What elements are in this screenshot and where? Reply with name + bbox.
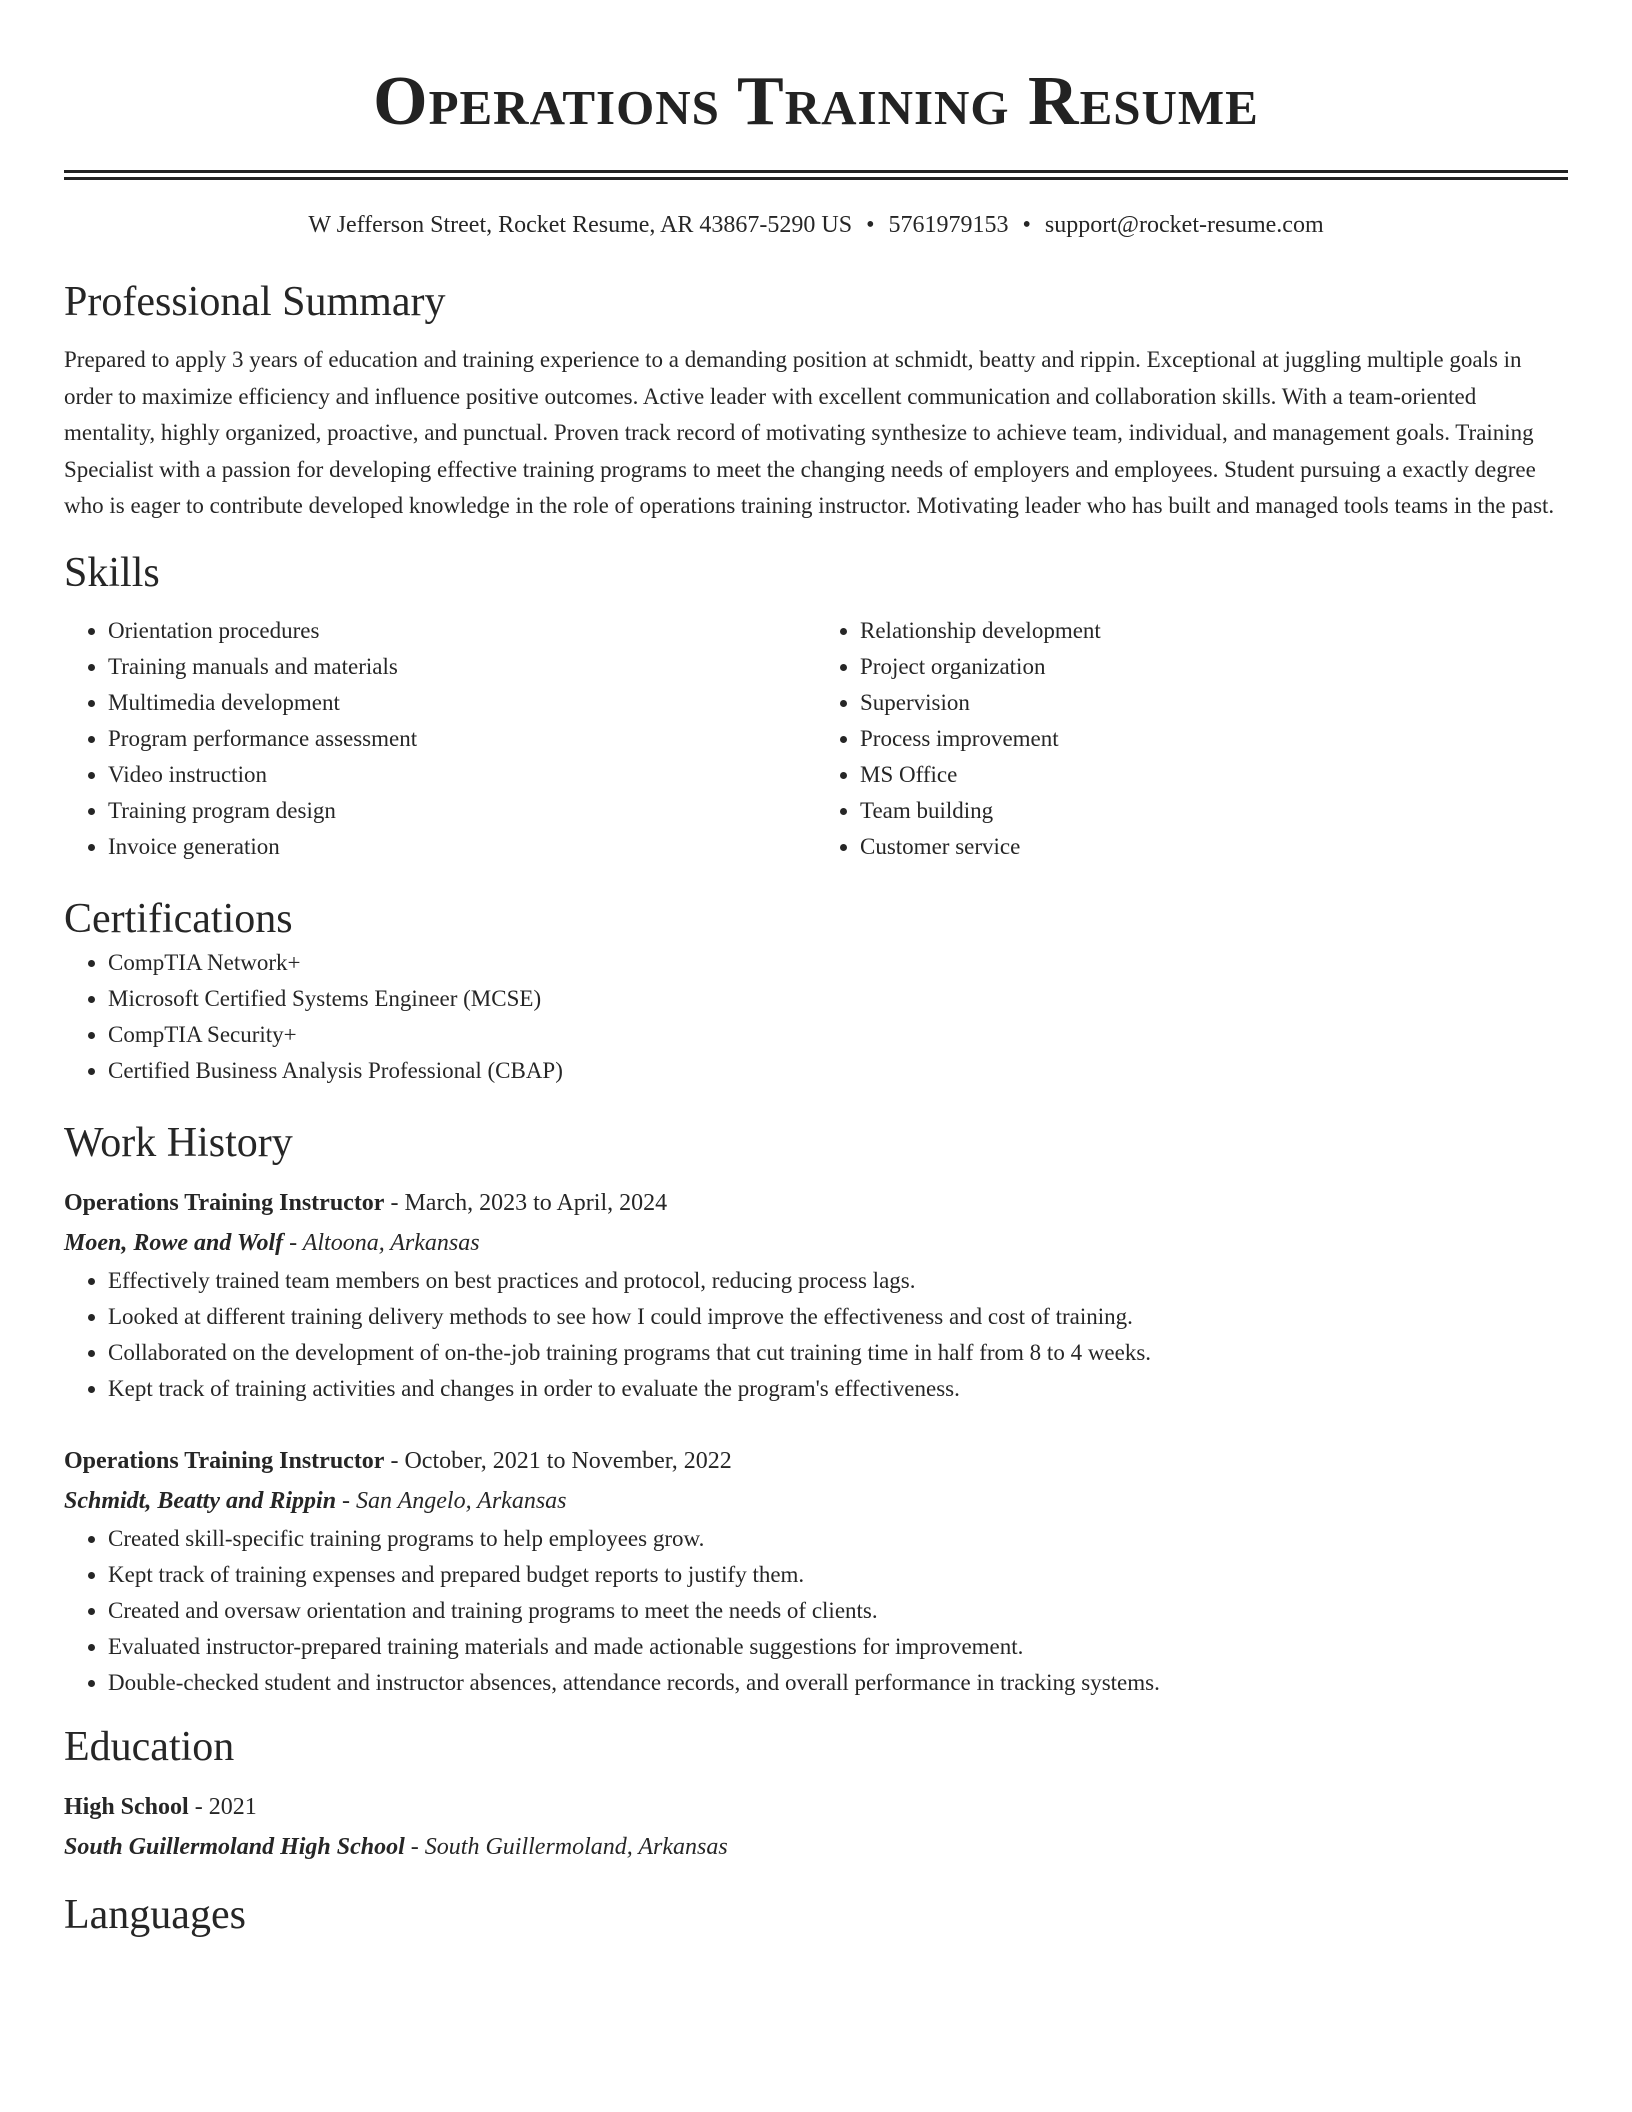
contact-email: support@rocket-resume.com — [1044, 212, 1324, 238]
summary-heading: Professional Summary — [64, 279, 446, 325]
job-duty-item: • Effectively trained team members on best practices and protocol, reducing process lags. — [108, 1263, 1568, 1299]
skill-item: • Orientation procedures — [108, 613, 816, 649]
contact-address: W Jefferson Street, Rocket Resume, AR 43867-5290 US — [308, 212, 853, 238]
certification-item: • CompTIA Security+ — [108, 1017, 1568, 1053]
education-heading: Education — [64, 1723, 235, 1770]
job-duty-item: • Evaluated instructor-prepared training materials and made actionable suggestions for improvement. — [108, 1629, 1568, 1665]
summary-text: Prepared to apply 3 years of education and training experience to a demanding position at schmidt, beatty and rippin. Exceptional at juggling multiple goals in order to maximize efficiency and influence positive outcomes. Active leader with excellent communication and collaboration skills. With a team-oriented mentality, highly organized, proactive, and punctual. Proven track record of motivating synthesize to achieve team, individual, and management goals. Training Specialist with a passion for developing effective training programs to meet the changing needs of employers and employees. Student pursuing a exactly degree who is eager to contribute developed knowledge in the role of operations training instructor. Motivating leader who has built and managed tools teams in the past. — [64, 347, 1555, 518]
skill-item: • Relationship development — [860, 613, 1568, 649]
resume-title: Operations Training Resume — [373, 63, 1259, 140]
languages-heading: Languages — [64, 1891, 246, 1938]
skill-item: • Video instruction — [108, 757, 816, 793]
education-degree: High School — [64, 1793, 189, 1820]
job-duties-list — [64, 1263, 1568, 1407]
job-title-line: Operations Training Instructor - March, 2023 to April, 2024 — [64, 1189, 668, 1216]
contact-phone: 5761979153 — [888, 212, 1009, 238]
education-entry — [64, 1787, 1568, 1867]
title-double-rule — [64, 170, 1568, 180]
work-history-heading: Work History — [64, 1119, 293, 1166]
job-title: Operations Training Instructor — [64, 1189, 385, 1216]
job-duty-item: • Looked at different training delivery methods to see how I could improve the effectiveness and cost of training. — [108, 1299, 1568, 1335]
job-title-line: Operations Training Instructor - October, 2021 to November, 2022 — [64, 1447, 732, 1474]
job-entry — [64, 1441, 1568, 1701]
job-company-line: Moen, Rowe and Wolf - Altoona, Arkansas — [64, 1229, 480, 1256]
contact-separator: • — [866, 212, 875, 238]
job-location: San Angelo, Arkansas — [356, 1487, 567, 1514]
job-duty-item: • Collaborated on the development of on-the-job training programs that cut training time in half from 8 to 4 weeks. — [108, 1335, 1568, 1371]
skills-columns — [64, 613, 1568, 865]
education-location: South Guillermoland, Arkansas — [424, 1833, 728, 1860]
skill-item: • Project organization — [860, 649, 1568, 685]
certifications-list — [64, 945, 1568, 1089]
certifications-heading: Certifications — [64, 895, 293, 942]
job-duty-item: • Double-checked student and instructor absences, attendance records, and overall performance in tracking systems. — [108, 1665, 1568, 1701]
skills-left-list — [64, 613, 816, 865]
contact-separator: • — [1022, 212, 1031, 238]
skill-item: • Customer service — [860, 829, 1568, 865]
job-duty-item: • Kept track of training activities and changes in order to evaluate the program's effectiveness. — [108, 1371, 1568, 1407]
certification-item: • Microsoft Certified Systems Engineer (MCSE) — [108, 981, 1568, 1017]
certification-item: • CompTIA Network+ — [108, 945, 1568, 981]
job-company-line: Schmidt, Beatty and Rippin - San Angelo, Arkansas — [64, 1487, 567, 1514]
skill-item: • Process improvement — [860, 721, 1568, 757]
job-company: Schmidt, Beatty and Rippin — [64, 1487, 337, 1514]
contact-line — [64, 210, 1568, 240]
education-school: South Guillermoland High School — [64, 1833, 405, 1860]
job-company: Moen, Rowe and Wolf — [64, 1229, 284, 1256]
job-dates: October, 2021 to November, 2022 — [404, 1447, 732, 1474]
job-entry — [64, 1183, 1568, 1407]
job-duty-item: • Created skill-specific training programs to help employees grow. — [108, 1521, 1568, 1557]
skill-item: • Team building — [860, 793, 1568, 829]
job-dates: March, 2023 to April, 2024 — [404, 1189, 668, 1216]
skill-item: • Training manuals and materials — [108, 649, 816, 685]
education-year: 2021 — [208, 1793, 257, 1820]
job-duty-item: • Created and oversaw orientation and training programs to meet the needs of clients. — [108, 1593, 1568, 1629]
skills-heading: Skills — [64, 549, 160, 596]
skill-item: • Training program design — [108, 793, 816, 829]
skill-item: • MS Office — [860, 757, 1568, 793]
job-title: Operations Training Instructor — [64, 1447, 385, 1474]
education-degree-line: High School - 2021 — [64, 1793, 257, 1820]
skill-item: • Multimedia development — [108, 685, 816, 721]
skill-item: • Program performance assessment — [108, 721, 816, 757]
skills-right-list — [816, 613, 1568, 865]
job-duties-list — [64, 1521, 1568, 1701]
education-school-line: South Guillermoland High School - South Guillermoland, Arkansas — [64, 1833, 728, 1860]
certification-item: • Certified Business Analysis Professional (CBAP) — [108, 1053, 1568, 1089]
skill-item: • Invoice generation — [108, 829, 816, 865]
job-duty-item: • Kept track of training expenses and prepared budget reports to justify them. — [108, 1557, 1568, 1593]
skill-item: • Supervision — [860, 685, 1568, 721]
job-location: Altoona, Arkansas — [302, 1229, 480, 1256]
